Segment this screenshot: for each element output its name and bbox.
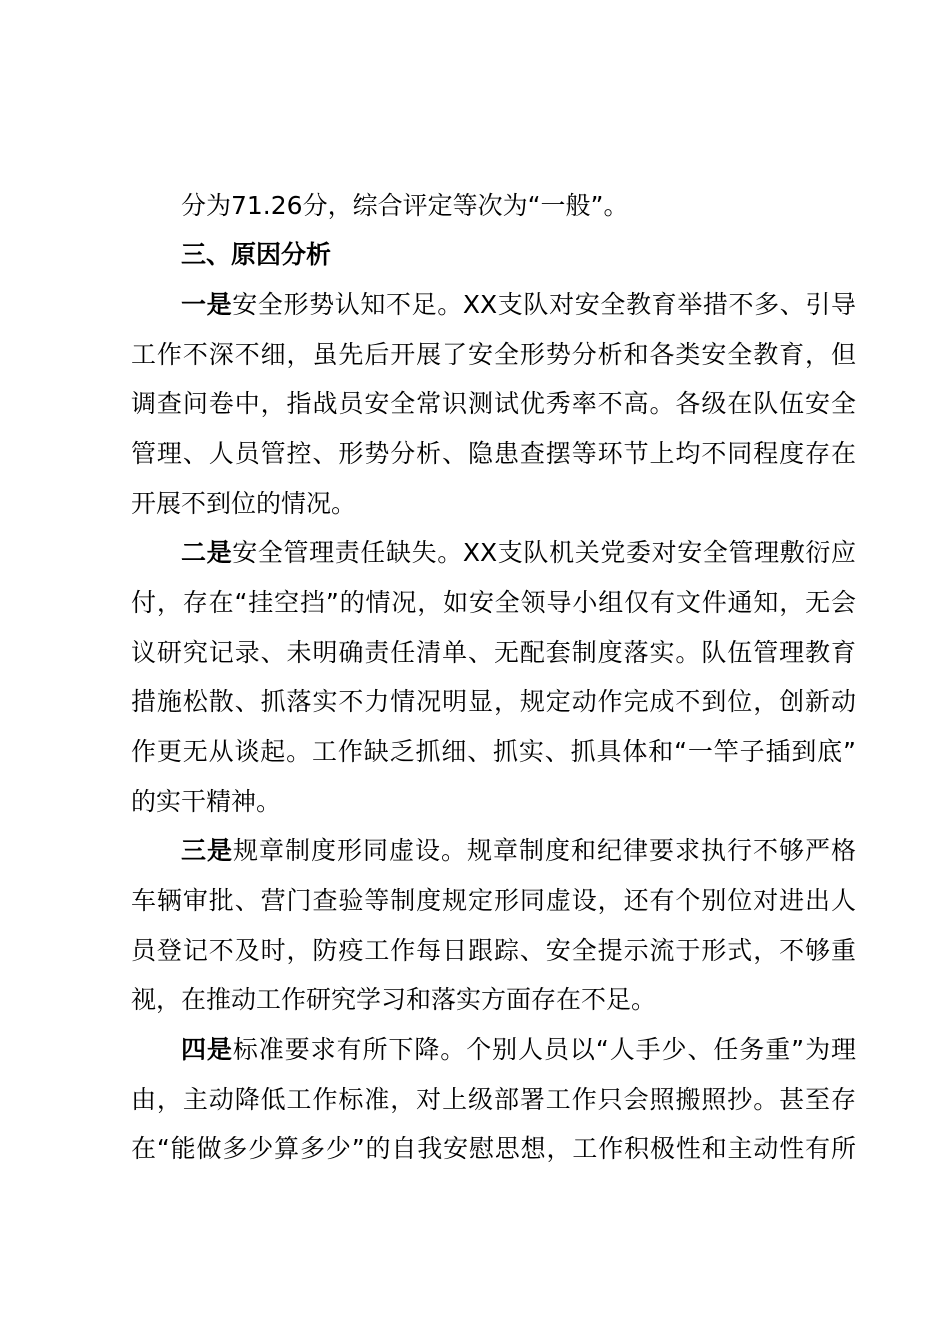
text-line: 议研究记录、未明确责任清单、无配套制度落实。队伍管理教育 — [131, 638, 856, 667]
text-line: 在“能做多少算多少”的自我安慰思想，工作积极性和主动性有所 — [131, 1134, 856, 1163]
paragraph-4-line — [181, 1033, 856, 1067]
paragraph-text: 规章制度形同虚设。规章制度和纪律要求执行不够严格 — [233, 836, 856, 865]
text-line: 的实干精神。 — [131, 787, 282, 816]
paragraph-lead: 二是 — [181, 538, 233, 567]
text-line: 管理、人员管控、形势分析、隐患查摆等环节上均不同程度存在 — [131, 439, 856, 468]
text-line: 调查问卷中，指战员安全常识测试优秀率不高。各级在队伍安全 — [131, 389, 856, 418]
paragraph-text: 安全形势认知不足。XX支队对安全教育举措不多、引导 — [232, 290, 856, 319]
text-line: 视，在推动工作研究学习和落实方面存在不足。 — [131, 985, 657, 1014]
paragraph-lead: 一是 — [181, 290, 233, 319]
section-heading: 三、原因分析 — [181, 240, 332, 269]
text-line: 措施松散、抓落实不力情况明显，规定动作完成不到位，创新动 — [131, 687, 856, 716]
paragraph-lead: 四是 — [181, 1035, 233, 1064]
text-line: 作更无从谈起。工作缺乏抓细、抓实、抓具体和“一竿子插到底” — [131, 737, 856, 766]
paragraph-text: 安全管理责任缺失。XX支队机关党委对安全管理敷衍应 — [232, 538, 856, 567]
text-line: 付，存在“挂空挡”的情况，如安全领导小组仅有文件通知，无会 — [131, 588, 856, 617]
text-line: 由，主动降低工作标准，对上级部署工作只会照搬照抄。甚至存 — [131, 1085, 856, 1114]
paragraph-3-line — [181, 834, 856, 868]
text-line: 开展不到位的情况。 — [131, 489, 357, 518]
paragraph-lead: 三是 — [181, 836, 233, 865]
text-line: 工作不深不细，虽先后开展了安全形势分析和各类安全教育，但 — [131, 340, 856, 369]
text-line: 分为71.26分，综合评定等次为“一般”。 — [181, 191, 629, 220]
paragraph-text: 标准要求有所下降。个别人员以“人手少、任务重”为理 — [232, 1035, 856, 1064]
text-line: 车辆审批、营门查验等制度规定形同虚设，还有个别位对进出人 — [131, 886, 856, 915]
text-line: 员登记不及时，防疫工作每日跟踪、安全提示流于形式，不够重 — [131, 936, 856, 965]
paragraph-1-line — [181, 288, 856, 322]
paragraph-2-line — [181, 536, 856, 570]
